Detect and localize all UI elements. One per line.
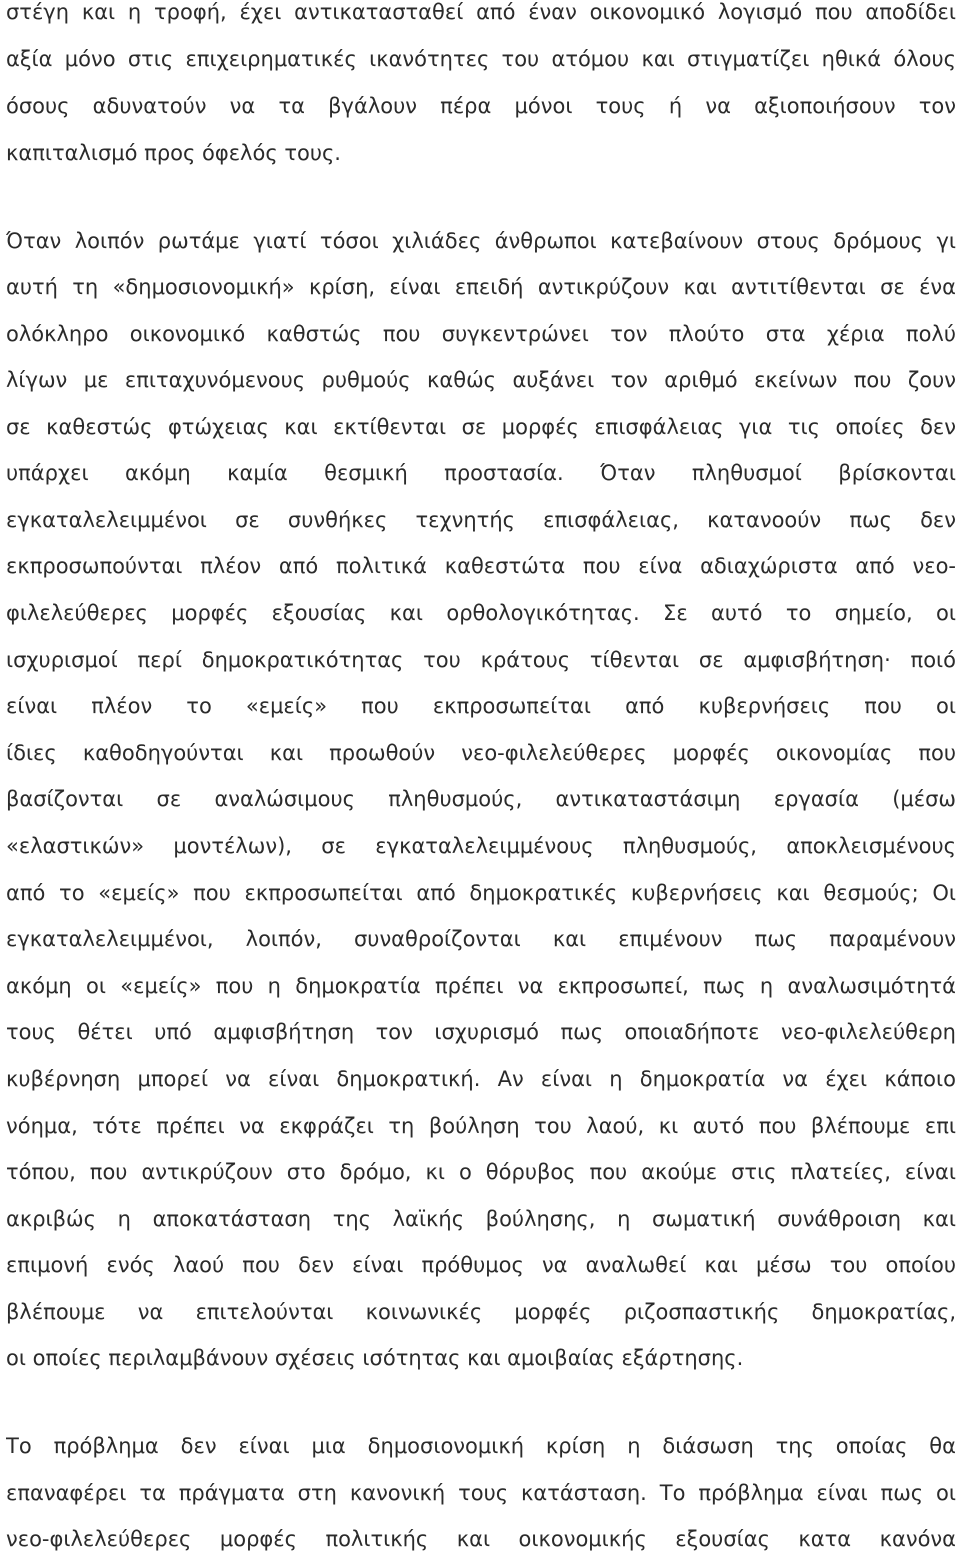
text-line: ακριβώς η αποκατάσταση της λαϊκής βούλησης, η σωματική συνάθροιση και	[6, 1207, 956, 1231]
text-line: λίγων με επιταχυνόμενους ρυθμούς καθώς αυξάνει τον αριθμό εκείνων που ζουν	[6, 368, 956, 392]
text-line: από το «εμείς» που εκπροσωπείται από δημοκρατικές κυβερνήσεις και θεσμούς; Οι	[6, 881, 956, 905]
text-line: νεο-φιλελεύθερες μορφές πολιτικής και οικονομικής εξουσίας κατα κανόνα	[6, 1527, 956, 1551]
text-line: φιλελεύθερες μορφές εξουσίας και ορθολογικότητας. Σε αυτό το σημείο, οι	[6, 601, 956, 625]
text-line: όσους αδυνατούν να τα βγάλουν πέρα μόνοι τους ή να αξιοποιήσουν τον	[6, 94, 956, 118]
text-line: αυτή τη «δημοσιονομική» κρίση, είναι επειδή αντικρύζουν και αντιτίθενται σε ένα	[6, 275, 956, 299]
text-line: βλέπουμε να επιτελούνται κοινωνικές μορφές ριζοσπαστικής δημοκρατίας,	[6, 1300, 956, 1324]
text-line: εκπροσωπούνται πλέον από πολιτικά καθεστώτα που είνα αδιαχώριστα από νεο-	[6, 554, 956, 578]
text-line: ακόμη οι «εμείς» που η δημοκρατία πρέπει να εκπροσωπεί, πως η αναλωσιμότητά	[6, 974, 956, 998]
text-line: ισχυρισμοί περί δημοκρατικότητας του κράτους τίθενται σε αμφισβήτηση· ποιό	[6, 648, 956, 672]
text-line: καπιταλισμό προς όφελός τους.	[6, 141, 341, 165]
text-line: επαναφέρει τα πράγματα στη κανονική τους κατάσταση. Το πρόβλημα είναι πως οι	[6, 1481, 956, 1505]
text-line: νόημα, τότε πρέπει να εκφράζει τη βούληση του λαού, κι αυτό που βλέπουμε επι	[6, 1114, 956, 1138]
text-line: «ελαστικών» μοντέλων), σε εγκαταλελειμμένους πληθυσμούς, αποκλεισμένους	[6, 834, 956, 858]
text-line: αξία μόνο στις επιχειρηματικές ικανότητες του ατόμου και στιγματίζει ηθικά όλους	[6, 47, 956, 71]
text-line: σε καθεστώς φτώχειας και εκτίθενται σε μορφές επισφάλειας για τις οποίες δεν	[6, 415, 956, 439]
text-line: είναι πλέον το «εμείς» που εκπροσωπείται από κυβερνήσεις που οι	[6, 694, 956, 718]
text-line: τους θέτει υπό αμφισβήτηση τον ισχυρισμό πως οποιαδήποτε νεο-φιλελεύθερη	[6, 1020, 956, 1044]
text-line: κυβέρνηση μπορεί να είναι δημοκρατική. Αν είναι η δημοκρατία να έχει κάποιο	[6, 1067, 956, 1091]
text-line: ίδιες καθοδηγούνται και προωθούν νεο-φιλελεύθερες μορφές οικονομίας που	[6, 741, 956, 765]
text-line: εγκαταλελειμμένοι σε συνθήκες τεχνητής επισφάλειας, κατανοούν πως δεν	[6, 508, 956, 532]
text-line: βασίζονται σε αναλώσιμους πληθυσμούς, αντικαταστάσιμη εργασία (μέσω	[6, 787, 956, 811]
text-line: Όταν λοιπόν ρωτάμε γιατί τόσοι χιλιάδες άνθρωποι κατεβαίνουν στους δρόμους γι	[6, 229, 956, 253]
text-line: οι οποίες περιλαμβάνουν σχέσεις ισότητας και αμοιβαίας εξάρτησης.	[6, 1346, 744, 1370]
text-line: υπάρχει ακόμη καμία θεσμική προστασία. Όταν πληθυσμοί βρίσκονται	[6, 461, 956, 485]
text-line: Το πρόβλημα δεν είναι μια δημοσιονομική κρίση η διάσωση της οποίας θα	[6, 1434, 956, 1458]
text-line: ολόκληρο οικονομικό καθστώς που συγκεντρώνει τον πλούτο στα χέρια πολύ	[6, 322, 956, 346]
text-line: στέγη και η τροφή, έχει αντικατασταθεί από έναν οικονομικό λογισμό που αποδίδει	[6, 0, 956, 24]
text-line: εγκαταλελειμμένοι, λοιπόν, συναθροίζονται και επιμένουν πως παραμένουν	[6, 927, 956, 951]
text-line: επιμονή ενός λαού που δεν είναι πρόθυμος να αναλωθεί και μέσω του οποίου	[6, 1253, 956, 1277]
text-line: τόπου, που αντικρύζουν στο δρόμο, κι ο θόρυβος που ακούμε στις πλατείες, είναι	[6, 1160, 956, 1184]
